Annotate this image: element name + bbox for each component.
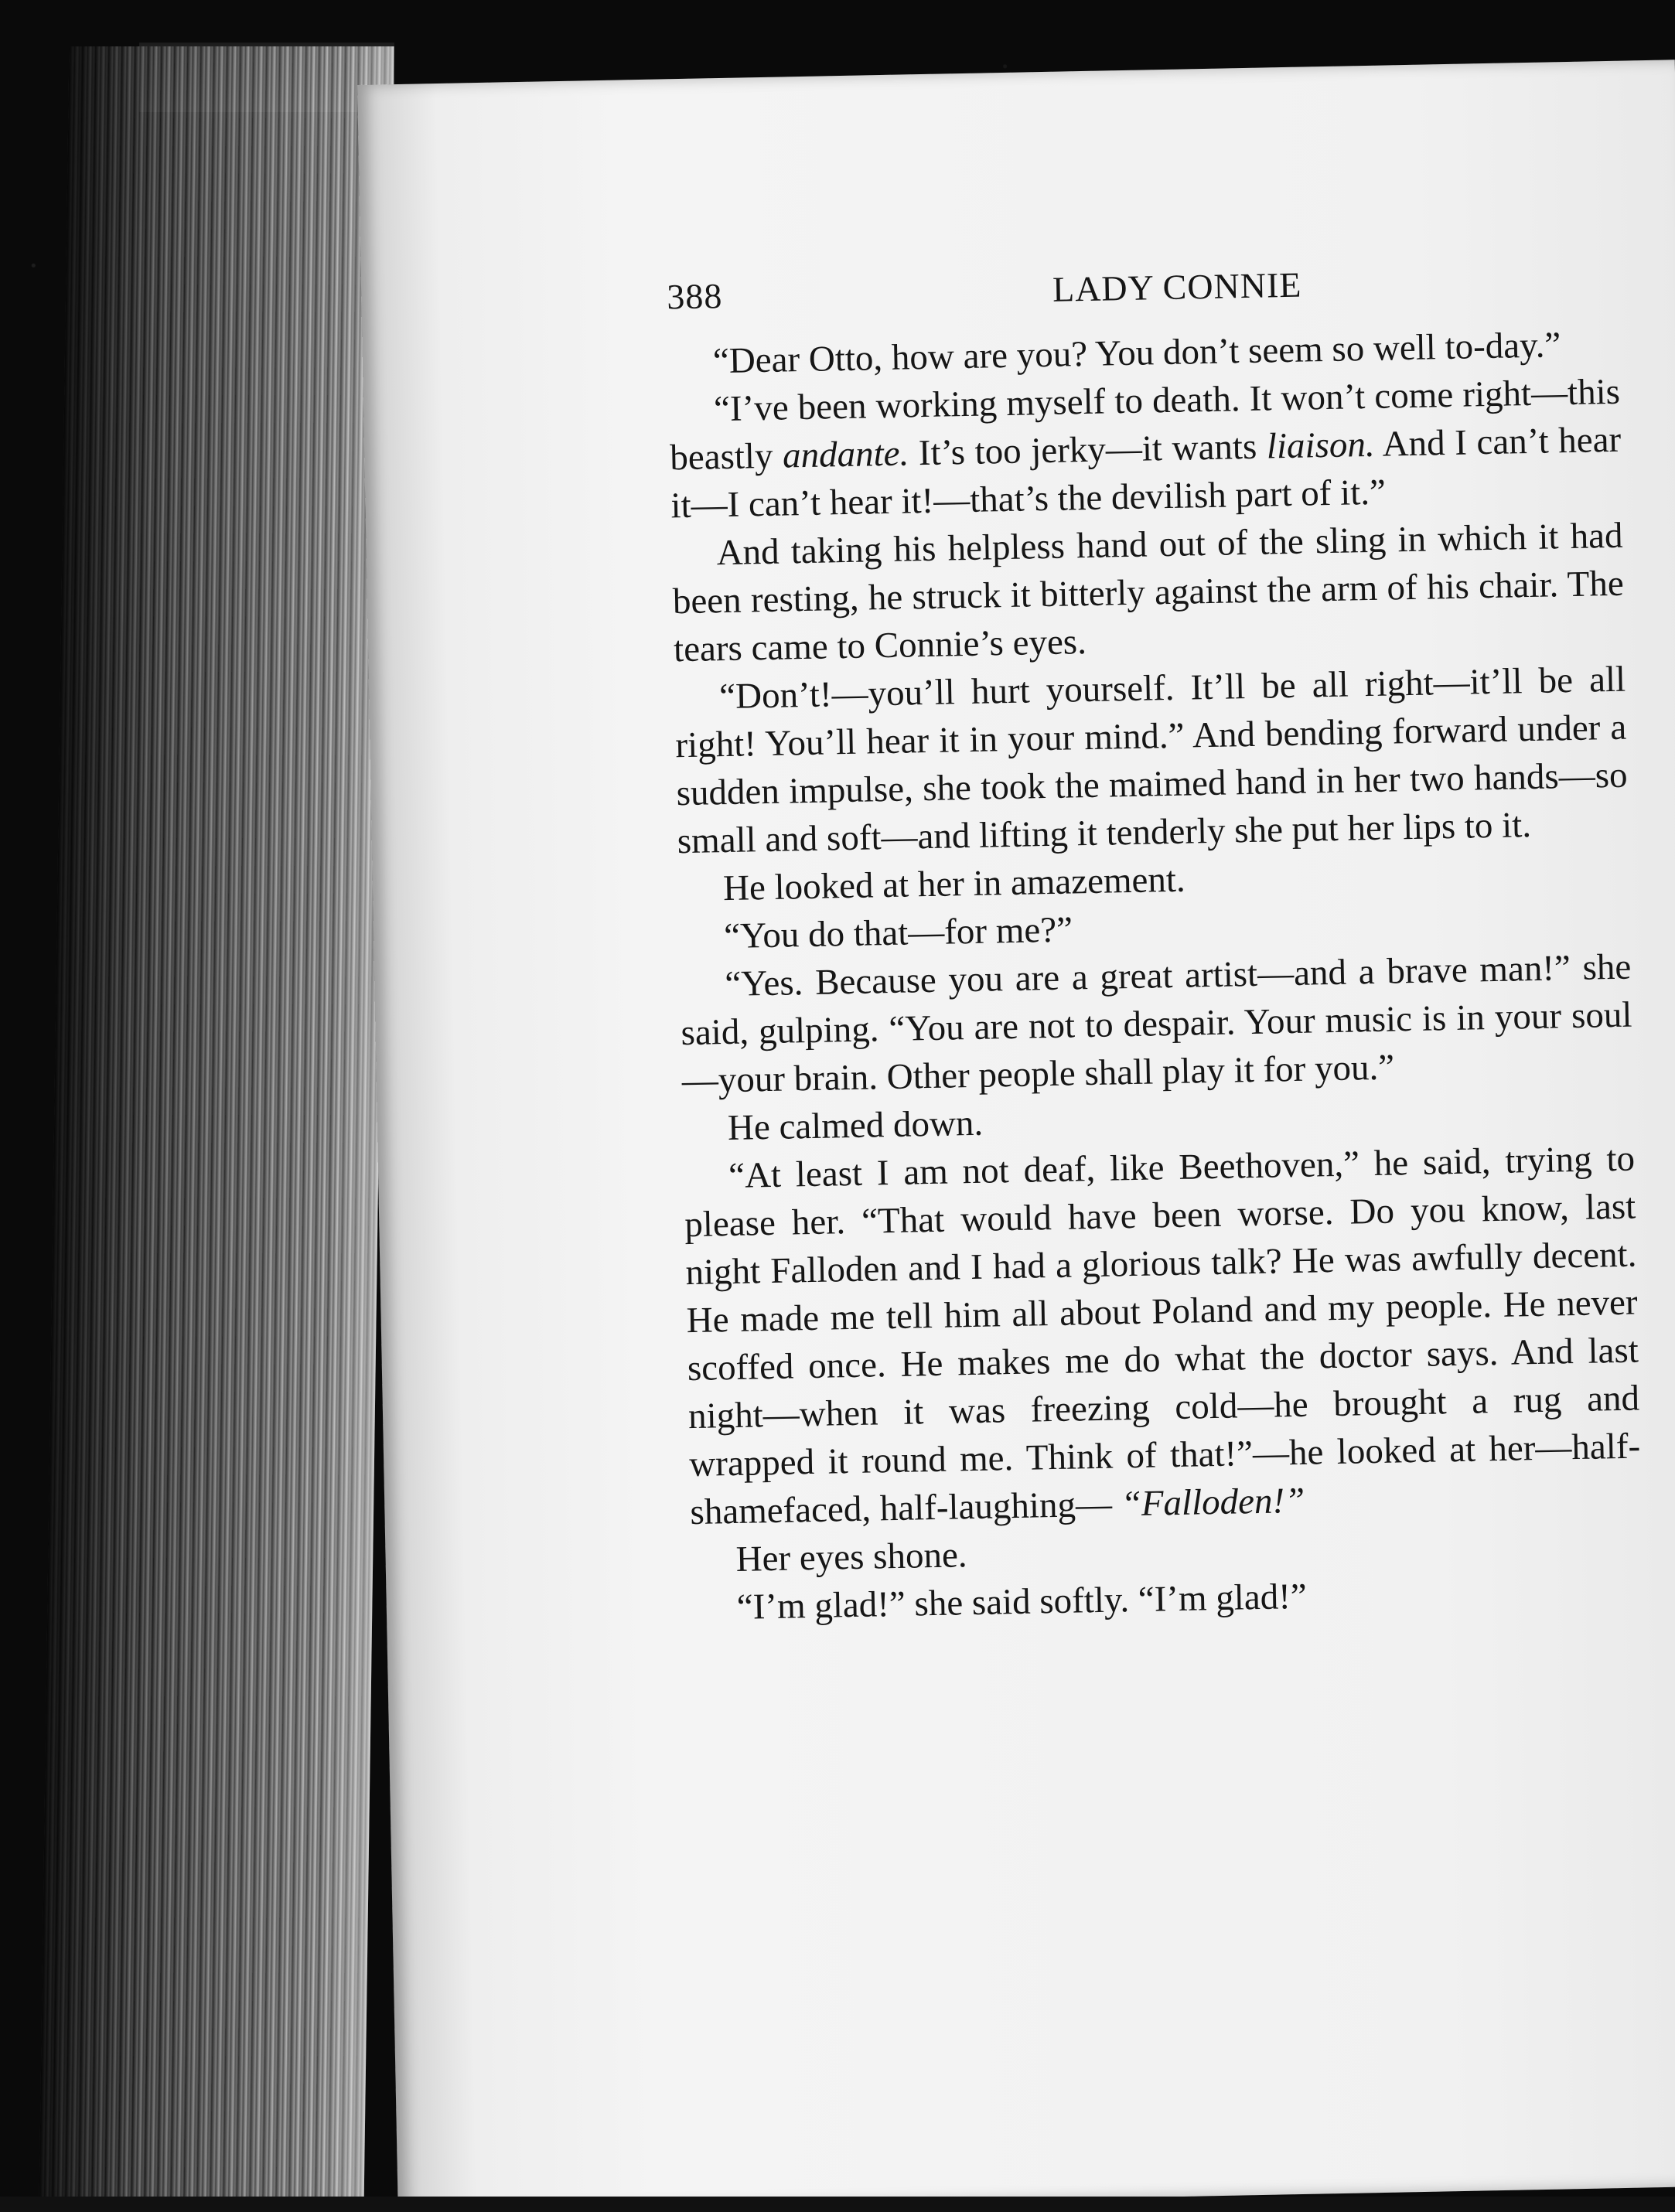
book-title: LADY CONNIE [1052, 264, 1302, 309]
book-page [357, 60, 1675, 2211]
paragraph [684, 1135, 1642, 1537]
book-page-edges [39, 46, 394, 2211]
paragraph-text: And I can’t hear it—I can’t hear it!—that’s the devilish part of it.” [670, 419, 1622, 527]
paragraph: He calmed down. [727, 1103, 984, 1149]
paragraph: “Dear Otto, how are you? You don’t seem so well to-day.” [712, 325, 1561, 382]
page-number: 388 [666, 275, 723, 317]
paragraph: “Yes. Because you are a great artist—and a brave man!” she said, gulping. “You are not to despair. Your music is in your soul—your brain. Other people shall play it for you.” [681, 946, 1632, 1102]
paragraph: “Don’t!—you’ll hurt yourself. It’ll be all right—it’ll be all right! You’ll hear it in your mind.” And bending forward under a sudden impulse, she took the maimed hand in her two hands—so small and soft—and lifting it tenderly she put her lips to it. [674, 659, 1628, 862]
italic-word: liaison. [1266, 424, 1376, 467]
paragraph-text: “I’ve been working myself to death. It won’t come right—this beastly [669, 371, 1621, 479]
bottom-shadow [0, 2197, 1675, 2212]
paragraph: He looked at her in amazement. [722, 859, 1186, 909]
paragraph: And taking his helpless hand out of the sling in which it had been resting, he struck it bitterly against the arm of his chair. The tears came to Connie’s eyes. [672, 515, 1625, 670]
paragraph-text: It’s too jerky—it wants [908, 426, 1267, 474]
paragraph-text: “At least I am not deaf, like Beethoven,” he said, trying to please her. “That would have been worse. Do you know, last night Falloden and I had a glorious talk? He was awfully decent. He made me tell him all about Poland and my people. He never scoffed once. He makes me do what the doctor says. And last night—when it was freezing cold—he brought a rug and wrapped it round me. Think of that!”—he looked at her—half-shamefaced, half-laughing— [684, 1138, 1641, 1533]
italic-word: andante. [782, 433, 909, 476]
italic-word: “Falloden!” [1121, 1480, 1305, 1525]
paragraph: “You do that—for me?” [723, 909, 1073, 957]
paragraph: “I’m glad!” she said softly. “I’m glad!” [736, 1576, 1308, 1627]
paragraph: Her eyes shone. [735, 1535, 968, 1580]
page-content [667, 258, 1643, 1632]
paragraph [669, 368, 1622, 530]
